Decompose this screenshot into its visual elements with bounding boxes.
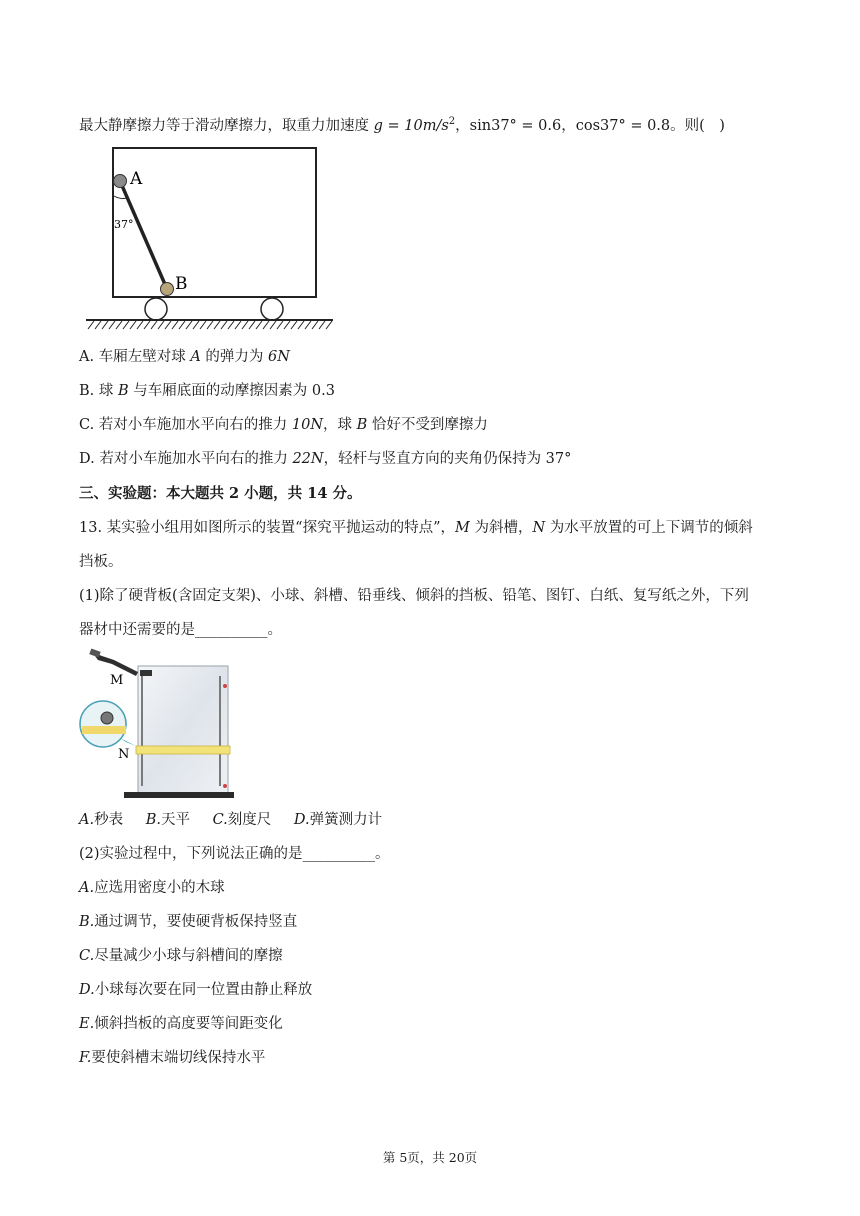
- section-heading: 三、实验题：本大题共 2 小题，共 14 分。: [79, 485, 362, 502]
- option-a-var: A: [190, 349, 201, 365]
- q13-var-m: M: [455, 520, 470, 536]
- option-c-rest: 恰好不受到摩擦力: [367, 417, 488, 433]
- q13-part1-options: [79, 810, 382, 830]
- option-c-mid: ，球: [323, 417, 357, 433]
- wheel-left: [145, 298, 167, 320]
- option-letter: A.: [79, 880, 95, 896]
- hatch-mark: [249, 321, 255, 329]
- hatch-mark: [291, 321, 297, 329]
- hatch-mark: [284, 321, 290, 329]
- option-letter: B.: [79, 914, 95, 930]
- hatch-mark: [242, 321, 248, 329]
- wheel-right: [261, 298, 283, 320]
- hatch-mark: [95, 321, 101, 329]
- intro-suffix: 。则( ): [670, 117, 725, 134]
- q13-stem-c: 为水平放置的可上下调节的倾斜: [545, 520, 753, 536]
- option-c-text: C. 若对小车施加水平向右的推力: [79, 417, 292, 433]
- q13-part2-option-f: [79, 1048, 265, 1068]
- hatch-mark: [88, 321, 94, 329]
- q13-part1-text: 器材中还需要的是: [79, 622, 195, 638]
- q13-stem-a: 13. 某实验小组用如图所示的装置“探究平抛运动的特点”，: [79, 520, 455, 536]
- option-text: 尽量减少小球与斜槽间的摩擦: [94, 948, 283, 964]
- intro-prefix: 最大静摩擦力等于滑动摩擦力，取重力加速度: [79, 117, 374, 134]
- baffle-n: [136, 746, 230, 754]
- option-text: 要使斜槽末端切线保持水平: [91, 1050, 266, 1066]
- hatch-mark: [179, 321, 185, 329]
- hatch-mark: [165, 321, 171, 329]
- hatch-mark: [270, 321, 276, 329]
- option-letter: E.: [79, 1016, 95, 1032]
- hatch-mark: [193, 321, 199, 329]
- option-spring-scale: 弹簧测力计: [309, 812, 383, 828]
- option-text: 通过调节，要使硬背板保持竖直: [94, 914, 298, 930]
- hatch-mark: [116, 321, 122, 329]
- option-a-text: A. 车厢左壁对球: [79, 349, 191, 365]
- hatch-mark: [256, 321, 262, 329]
- hatch-mark: [263, 321, 269, 329]
- label-a: A: [130, 169, 143, 189]
- option-stopwatch: 秒表: [94, 812, 124, 828]
- answer-blank-2: __________: [302, 846, 376, 862]
- option-b-text: B. 球: [79, 383, 118, 399]
- base-stand: [124, 792, 234, 798]
- q12-option-b: [79, 381, 335, 401]
- hatch-mark: [319, 321, 325, 329]
- q12-option-a: [79, 347, 290, 367]
- hatch-mark: [235, 321, 241, 329]
- option-a-mid: 的弹力为: [200, 349, 269, 365]
- option-b-rest: 与车厢底面的动摩擦因素为 0.3: [128, 383, 335, 399]
- pin-bottom: [223, 784, 227, 788]
- hatch-mark: [109, 321, 115, 329]
- intro-comma: ，: [455, 117, 470, 134]
- answer-blank-1: __________: [195, 622, 268, 638]
- option-letter-d: D.: [293, 812, 310, 828]
- option-d-text: D. 若对小车施加水平向右的推力: [79, 451, 293, 467]
- option-text: 小球每次要在同一位置由静止释放: [94, 982, 313, 998]
- q13-part2-option-b: [79, 912, 297, 932]
- hatch-mark: [172, 321, 178, 329]
- option-d-force: 22N: [292, 451, 324, 467]
- label-b: B: [175, 274, 188, 294]
- option-d-rest: ，轻杆与竖直方向的夹角仍保持为 37°: [323, 451, 572, 467]
- sin-value: sin37° = 0.6: [469, 117, 562, 134]
- option-letter-b: B.: [145, 812, 161, 828]
- intro-comma-2: ，: [561, 117, 576, 134]
- option-letter-c: C.: [212, 812, 228, 828]
- hatch-mark: [305, 321, 311, 329]
- q13-part2-option-d: [79, 980, 312, 1000]
- hatch-mark: [137, 321, 143, 329]
- q13-stem-line2: 挡板。: [79, 554, 123, 570]
- chute-clamp: [89, 648, 100, 657]
- q13-part1-line2: [79, 620, 282, 640]
- option-a-value: 6N: [268, 349, 290, 365]
- inset-ball: [101, 712, 113, 724]
- ground-hatching: [88, 321, 332, 329]
- option-c-force: 10N: [291, 417, 324, 433]
- cart-rod-figure: [84, 144, 336, 336]
- option-c-var: B: [356, 417, 368, 433]
- q12-option-d: [79, 449, 571, 469]
- q13-var-n: N: [532, 520, 546, 536]
- pin-top: [223, 684, 227, 688]
- hatch-mark: [102, 321, 108, 329]
- hatch-mark: [158, 321, 164, 329]
- back-board: [138, 666, 228, 794]
- q13-stem-line1: [79, 518, 753, 538]
- q13-part2-stem: [79, 844, 390, 864]
- hatch-mark: [221, 321, 227, 329]
- ball-b: [161, 283, 174, 296]
- q13-stem-b: 为斜槽，: [469, 520, 533, 536]
- option-letter: F.: [79, 1050, 92, 1066]
- q13-part2-text: (2)实验过程中，下列说法正确的是: [79, 846, 303, 862]
- inset-pointer: [120, 738, 136, 746]
- hatch-mark: [326, 321, 332, 329]
- label-m: M: [110, 673, 124, 688]
- q13-part2-option-a: [79, 878, 225, 898]
- cart-body: [113, 148, 316, 297]
- hatch-mark: [277, 321, 283, 329]
- option-letter: C.: [79, 948, 95, 964]
- hatch-mark: [207, 321, 213, 329]
- hatch-mark: [228, 321, 234, 329]
- option-ruler: 刻度尺: [227, 812, 272, 828]
- q13-part2-option-e: [79, 1014, 283, 1034]
- chute-end: [140, 670, 152, 676]
- option-letter-a: A.: [79, 812, 95, 828]
- option-text: 应选用密度小的木球: [94, 880, 225, 896]
- option-text: 倾斜挡板的高度要等间距变化: [94, 1016, 283, 1032]
- hatch-mark: [312, 321, 318, 329]
- hatch-mark: [123, 321, 129, 329]
- label-n: N: [118, 747, 130, 762]
- q12-option-c: [79, 415, 488, 435]
- hatch-mark: [214, 321, 220, 329]
- light-rod: [120, 181, 167, 289]
- cos-value: cos37° = 0.8: [575, 117, 671, 134]
- hatch-mark: [151, 321, 157, 329]
- hatch-mark: [186, 321, 192, 329]
- q13-part1-line1: (1)除了硬背板(含固定支架)、小球、斜槽、铅垂线、倾斜的挡板、铅笔、图钉、白纸、复写纸之外，下列: [79, 588, 749, 604]
- gravity-exponent: 2: [448, 116, 456, 127]
- ball-a: [114, 175, 127, 188]
- q13-part2-option-c: [79, 946, 283, 966]
- hatch-mark: [144, 321, 150, 329]
- apparatus-figure: [76, 646, 240, 806]
- option-letter: D.: [79, 982, 95, 998]
- angle-label: 37°: [114, 218, 134, 231]
- option-balance: 天平: [160, 812, 190, 828]
- page-footer: 第 5页，共 20页: [382, 1150, 478, 1165]
- q13-part1-end: 。: [267, 622, 282, 638]
- gravity-expression: g = 10m/s: [373, 117, 449, 134]
- intro-line: [79, 112, 725, 136]
- zoom-inset: [80, 701, 126, 747]
- inset-baffle: [82, 726, 126, 734]
- hatch-mark: [130, 321, 136, 329]
- q13-part2-end: 。: [375, 846, 390, 862]
- hatch-mark: [298, 321, 304, 329]
- option-b-var: B: [117, 383, 129, 399]
- hatch-mark: [200, 321, 206, 329]
